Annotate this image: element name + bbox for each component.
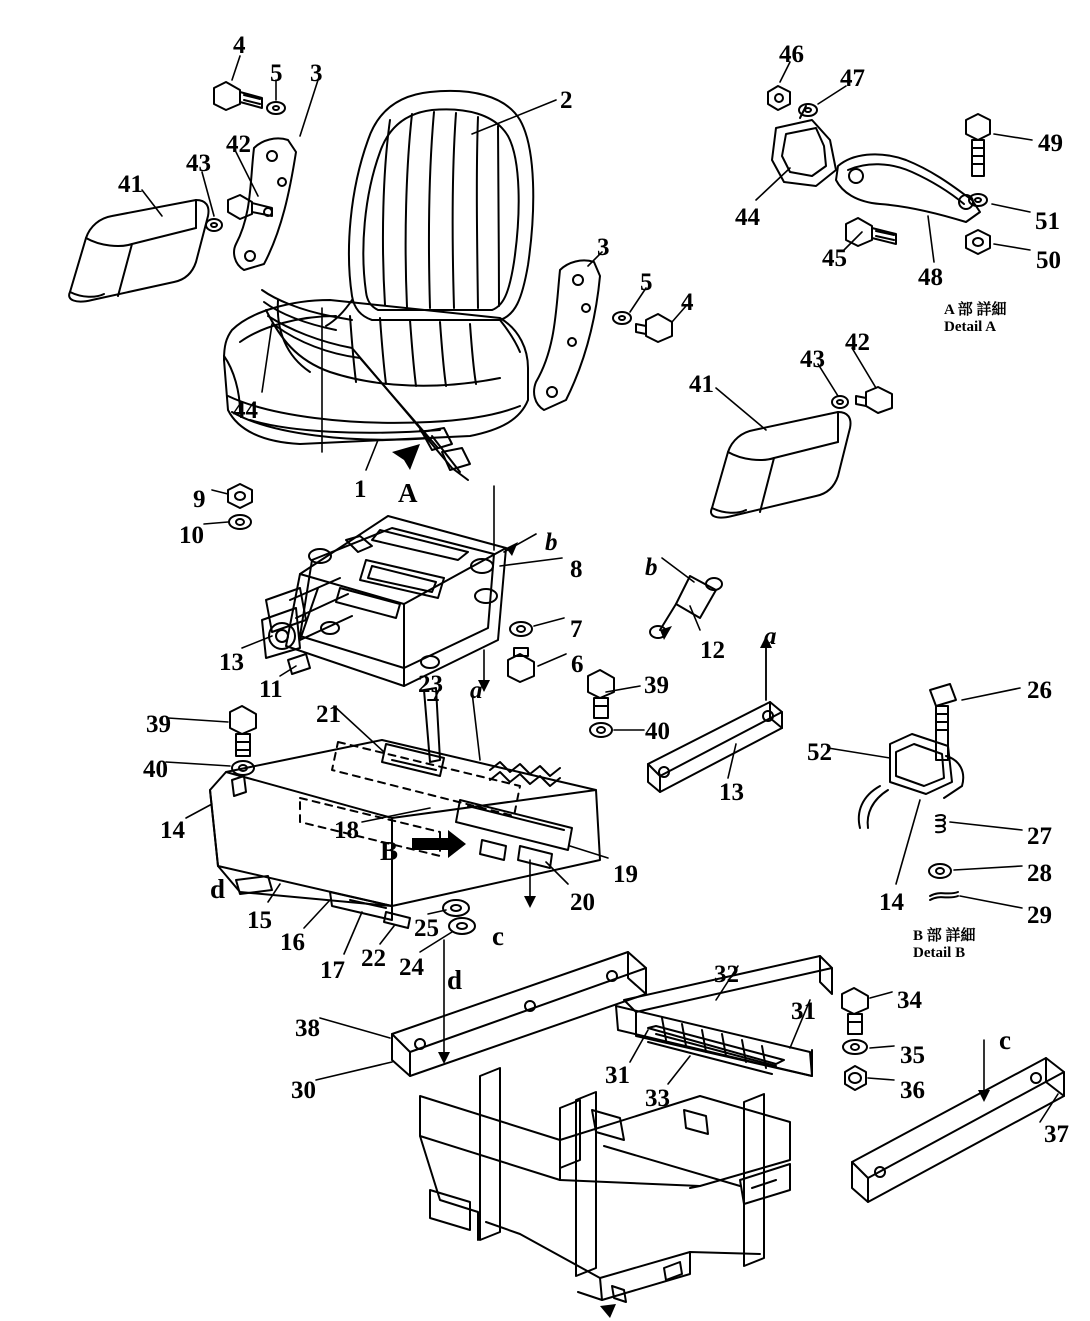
bracket-right — [534, 260, 600, 410]
bolt-6 — [508, 648, 534, 682]
callout-ref-d-1: d — [210, 874, 226, 904]
callout-52: 52 — [807, 739, 832, 766]
washer-40-right — [590, 723, 612, 737]
callout-28: 28 — [1027, 860, 1052, 887]
callout-ref-a-2: a — [470, 677, 483, 704]
callout-29: 29 — [1027, 902, 1052, 929]
callout-4-right: 4 — [681, 289, 694, 316]
callout-35: 35 — [900, 1042, 925, 1069]
callout-32: 32 — [714, 961, 739, 988]
washer-5-left — [267, 102, 285, 114]
callout-41-right: 41 — [689, 371, 714, 398]
callout-41: 41 — [118, 171, 143, 198]
callout-43: 43 — [186, 150, 211, 177]
callout-9: 9 — [193, 486, 206, 513]
callout-6: 6 — [571, 651, 584, 678]
seat-back-outline — [349, 91, 533, 320]
callout-42-right: 42 — [845, 329, 870, 356]
callout-26: 26 — [1027, 677, 1052, 704]
callout-45: 45 — [822, 245, 847, 272]
callout-22: 22 — [361, 945, 386, 972]
callout-33: 33 — [645, 1085, 670, 1112]
callout-4: 4 — [233, 32, 246, 59]
callout-13-right: 13 — [719, 779, 744, 806]
callout-47: 47 — [840, 65, 865, 92]
armrest-right — [711, 412, 851, 518]
detail-b-group — [859, 684, 963, 900]
callout-5: 5 — [270, 60, 283, 87]
callout-39-left: 39 — [146, 711, 171, 738]
callout-16: 16 — [280, 929, 305, 956]
washer-5-right — [613, 312, 631, 324]
armrest-left — [69, 200, 208, 302]
callout-31: 31 — [791, 998, 816, 1025]
callout-43-right: 43 — [800, 346, 825, 373]
callout-2: 2 — [560, 87, 573, 114]
callout-37: 37 — [1044, 1121, 1069, 1148]
callout-ref-b-1: b — [545, 529, 558, 556]
callout-3: 3 — [310, 60, 323, 87]
detail-a-note — [944, 302, 1007, 337]
callout-8: 8 — [570, 556, 583, 583]
callout-40-right: 40 — [645, 718, 670, 745]
bolt-4-right — [636, 314, 672, 342]
callout-1: 1 — [354, 476, 367, 503]
callout-ref-c-1: c — [492, 921, 504, 951]
detail-b-note-line1: B 部 詳細 — [913, 928, 976, 944]
rail-13-right — [648, 702, 782, 792]
bolt-39-left — [230, 706, 256, 756]
nut-9 — [228, 484, 252, 508]
callout-34: 34 — [897, 987, 922, 1014]
washer-7 — [510, 622, 532, 636]
callout-39-right: 39 — [644, 672, 669, 699]
callout-51: 51 — [1035, 208, 1060, 235]
callout-19: 19 — [613, 861, 638, 888]
detail-b-note — [913, 928, 976, 963]
callout-23: 23 — [418, 671, 443, 698]
callout-13: 13 — [219, 649, 244, 676]
callout-40-left: 40 — [143, 756, 168, 783]
callout-17: 17 — [320, 957, 345, 984]
callout-ref-a-1: a — [764, 623, 777, 650]
callout-44-b: 44 — [233, 397, 258, 424]
suspension-assembly — [262, 516, 506, 686]
callout-31-b: 31 — [605, 1062, 630, 1089]
detail-b-note-line2: Detail B — [913, 945, 966, 962]
callout-30: 30 — [291, 1077, 316, 1104]
callout-section-a: A — [398, 478, 418, 508]
washer-10 — [229, 515, 251, 529]
callout-3-right: 3 — [597, 234, 610, 261]
detail-a-group — [768, 86, 990, 254]
callout-24: 24 — [399, 954, 424, 981]
callout-14: 14 — [160, 817, 185, 844]
bracket-left — [234, 138, 296, 270]
bolt-42-right — [856, 387, 892, 413]
seat-base-plate — [210, 688, 600, 934]
callout-14-detail-b: 14 — [879, 889, 904, 916]
callout-36: 36 — [900, 1077, 925, 1104]
callout-20: 20 — [570, 889, 595, 916]
callout-38: 38 — [295, 1015, 320, 1042]
callout-18: 18 — [334, 817, 359, 844]
damper-12 — [650, 576, 722, 638]
callout-11: 11 — [259, 676, 283, 703]
callout-ref-d-2: d — [447, 965, 463, 995]
callout-section-b: B — [380, 836, 399, 866]
callout-15: 15 — [247, 907, 272, 934]
washer-43-right — [832, 396, 848, 408]
callout-5-right: 5 — [640, 269, 653, 296]
callout-10: 10 — [179, 522, 204, 549]
detail-a-note-line1: A 部 詳細 — [944, 302, 1007, 318]
callout-27: 27 — [1027, 823, 1052, 850]
callout-46: 46 — [779, 41, 804, 68]
callout-42: 42 — [226, 131, 251, 158]
callout-7: 7 — [570, 616, 583, 643]
callout-25: 25 — [414, 915, 439, 942]
bolt-39-right — [588, 670, 614, 718]
callout-21: 21 — [316, 701, 341, 728]
bolt-4-left — [214, 82, 262, 110]
callout-12: 12 — [700, 637, 725, 664]
callout-50: 50 — [1036, 247, 1061, 274]
callout-44-a: 44 — [735, 204, 760, 231]
washer-43-left — [206, 219, 222, 231]
lower-frame — [392, 952, 1064, 1302]
detail-a-note-line2: Detail A — [944, 319, 997, 336]
callout-ref-c-2: c — [999, 1025, 1011, 1055]
callout-ref-b-2: b — [645, 554, 658, 581]
callout-49: 49 — [1038, 130, 1063, 157]
callout-48: 48 — [918, 264, 943, 291]
